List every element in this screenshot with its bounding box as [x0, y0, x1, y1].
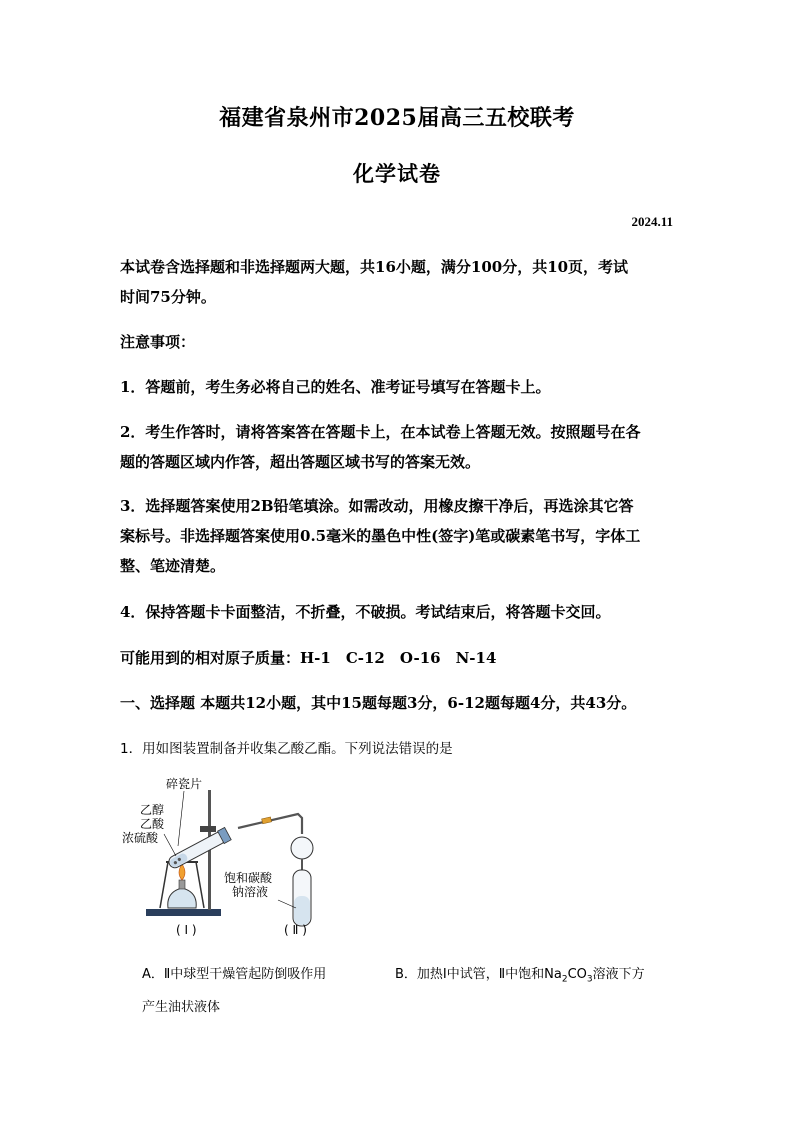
intro-paragraph: [120, 252, 676, 312]
apparatus-figure: [122, 774, 348, 944]
note-item-2-line-2: 题的答题区域内作答，超出答题区域书写的答案无效。: [120, 453, 481, 471]
note-item-3-line-3: 整、笔迹清楚。: [120, 557, 226, 575]
note-item-3: [120, 491, 676, 581]
label-na2co3-line-1: 饱和碳酸: [224, 871, 273, 885]
option-b-mid: CO: [567, 967, 587, 982]
note-item-1: 1．答题前，考生务必将自己的姓名、准考证号填写在答题卡上。: [120, 378, 551, 396]
exam-title: 福建省泉州市2025届高三五校联考: [219, 105, 575, 131]
exam-date: 2024.11: [631, 214, 673, 229]
label-ethanol: 乙醇: [140, 803, 165, 817]
drying-bulb: [291, 837, 313, 859]
stand-clamp: [200, 826, 216, 832]
option-b: [395, 963, 645, 985]
section-heading: 一、选择题 本题共12小题，其中15题每题3分，6-12题每题4分，共43分。: [120, 694, 637, 712]
intro-line-2: 时间75分钟。: [120, 288, 216, 306]
option-b-sub-1: 2: [561, 974, 568, 985]
notes-heading: 注意事项：: [120, 333, 196, 351]
note-item-3-line-1: 3．选择题答案使用2B铅笔填涂。如需改动，用橡皮擦干净后，再选涂其它答: [120, 497, 634, 515]
note-item-4: 4．保持答题卡卡面整洁，不折叠，不破损。考试结束后，将答题卡交回。: [120, 603, 611, 621]
note-item-3-line-2: 案标号。非选择题答案使用0.5毫米的墨色中性(签字)笔或碳素笔书写，字体工: [120, 527, 641, 545]
option-b-continuation: 产生油状液体: [142, 1000, 221, 1015]
atomic-mass-line: 可能用到的相对原子质量：H-1 C-12 O-16 N-14: [120, 649, 497, 667]
option-a: A．Ⅱ中球型干燥管起防倒吸作用: [142, 967, 327, 982]
note-item-2: [120, 417, 676, 477]
label-na2co3-line-2: 钠溶液: [232, 885, 269, 899]
label-chips: 碎瓷片: [166, 777, 203, 791]
label-acetic: 乙酸: [140, 817, 165, 831]
note-item-2-line-1: 2．考生作答时，请将答案答在答题卡上，在本试卷上答题无效。按照题号在各: [120, 423, 641, 441]
stand-base: [146, 909, 221, 916]
alcohol-lamp: [168, 888, 196, 908]
exam-subtitle: 化学试卷: [353, 161, 441, 186]
option-b-pre: B．加热Ⅰ中试管，Ⅱ中饱和Na: [395, 967, 562, 982]
question-1-stem: 1．用如图装置制备并收集乙酸乙酯。下列说法错误的是: [120, 741, 453, 757]
label-apparatus-I: ( Ⅰ ): [176, 923, 197, 937]
option-b-sub-2: 3: [586, 974, 593, 985]
option-b-post: 溶液下方: [592, 967, 645, 982]
label-sulfuric: 浓硫酸: [122, 831, 159, 845]
label-apparatus-II: ( Ⅱ ): [284, 923, 307, 937]
intro-line-1: 本试卷含选择题和非选择题两大题，共16小题，满分100分，共10页，考试: [120, 258, 629, 276]
